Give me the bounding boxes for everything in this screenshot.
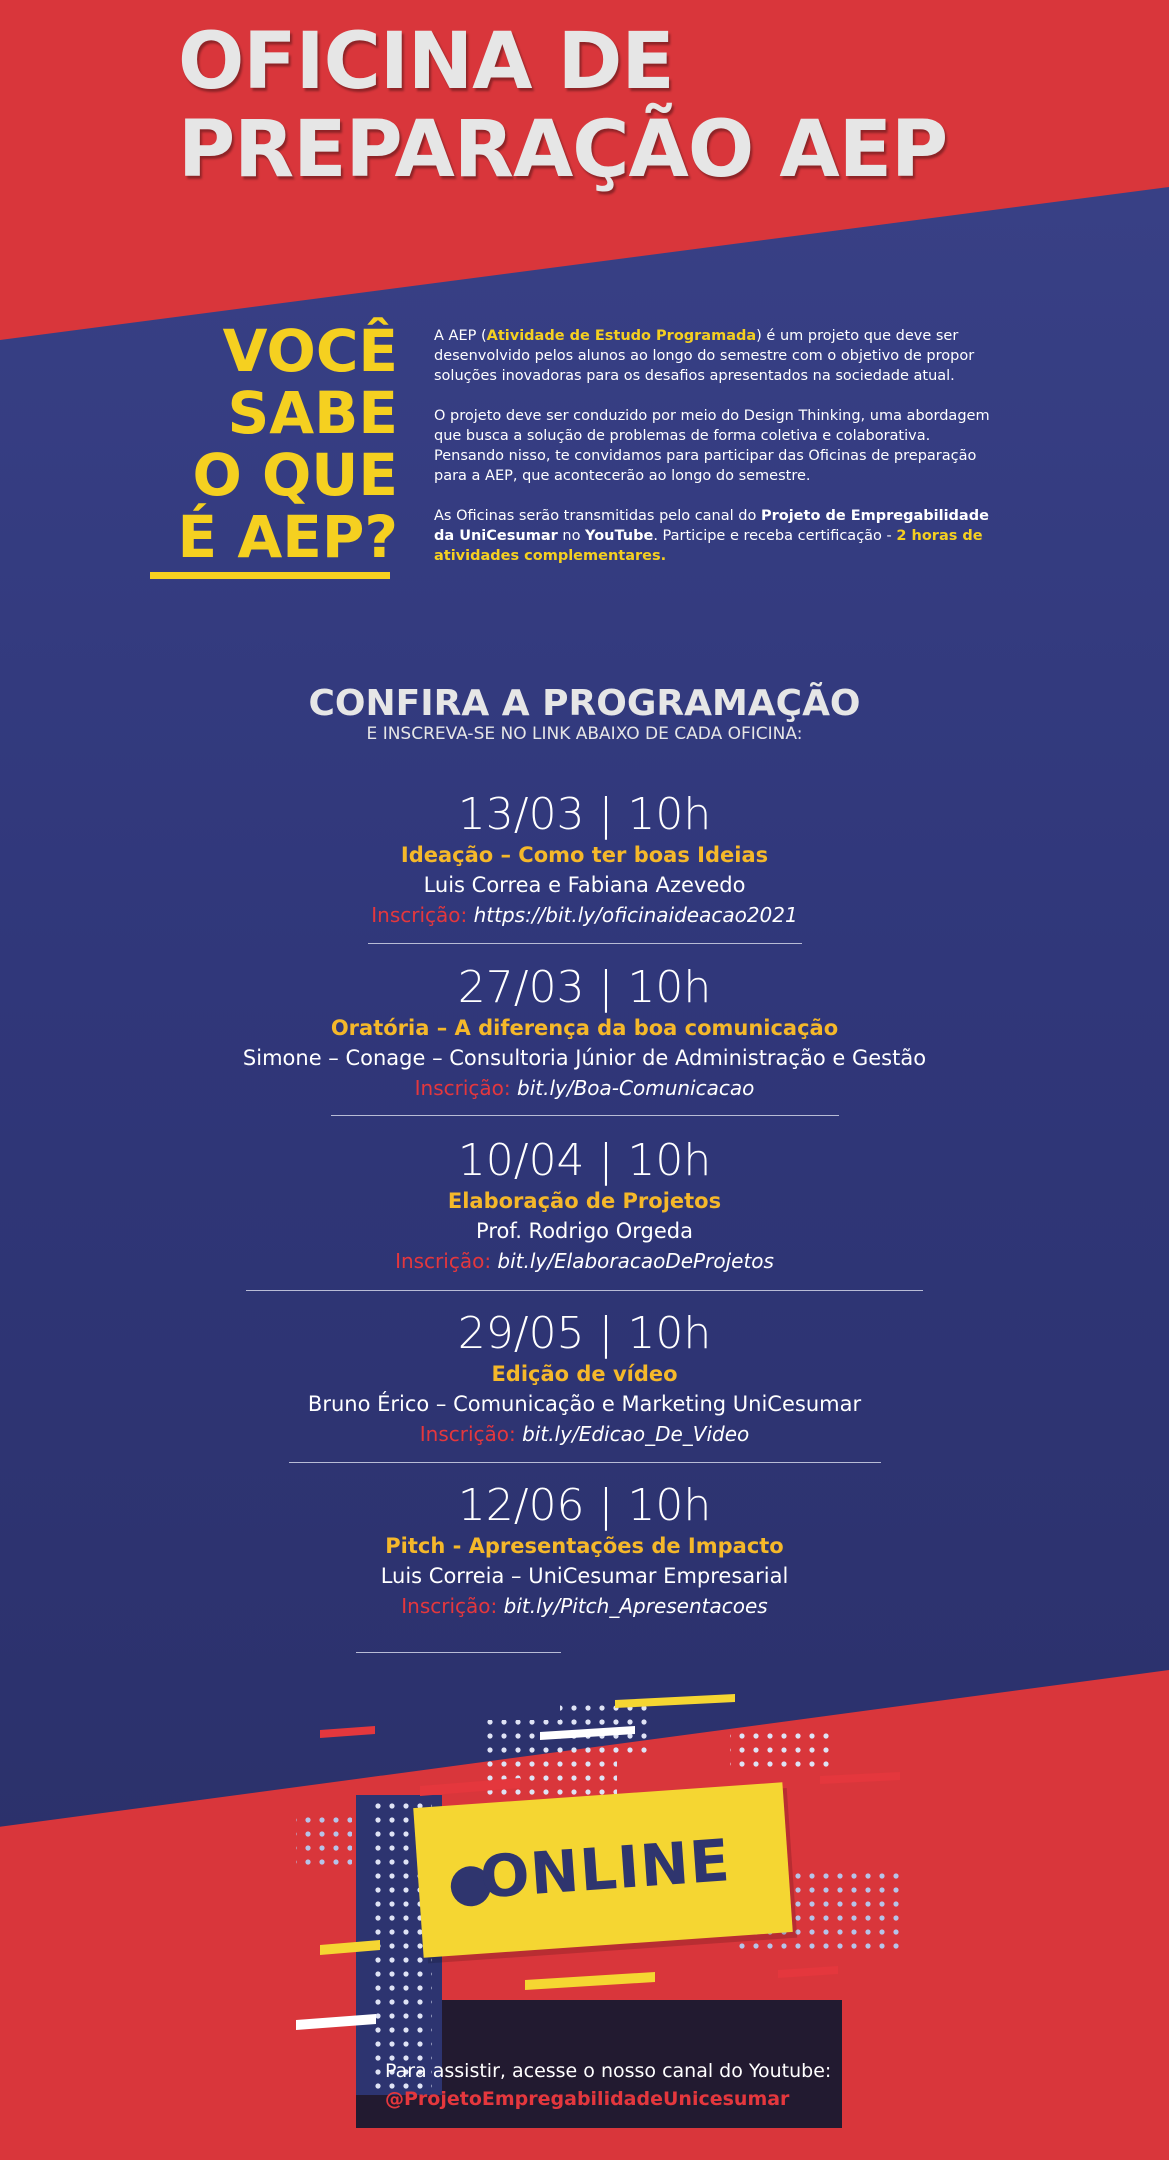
event-date: 12/06 | 10h [457, 1480, 712, 1531]
event-item [0, 963, 1169, 1103]
event-item [0, 1309, 1169, 1449]
online-label: ONLINE [477, 1826, 733, 1912]
intro-paragraph-1 [434, 326, 1004, 386]
aep-question-heading [150, 317, 398, 571]
youtube-channel-handle[interactable]: @ProjetoEmpregabilidadeUnicesumar [385, 2088, 790, 2110]
registration-label: Inscrição: [395, 1249, 492, 1273]
registration-label: Inscrição: [414, 1076, 511, 1100]
event-speaker: Prof. Rodrigo Orgeda [476, 1219, 693, 1243]
aep-definition-highlight: Atividade de Estudo Programada [486, 328, 757, 344]
event-title: Edição de vídeo [491, 1362, 678, 1386]
event-title: Ideação – Como ter boas Ideias [400, 843, 769, 867]
title-line-2: PREPARAÇÃO AEP [178, 105, 948, 195]
red-stripe [778, 1966, 838, 1978]
yellow-stripe [525, 1972, 655, 1990]
event-date: 27/03 | 10h [457, 962, 712, 1013]
intro-text [434, 326, 1004, 586]
event-date: 29/05 | 10h [457, 1308, 712, 1359]
event-divider [289, 1462, 881, 1463]
event-registration [0, 1246, 1169, 1276]
main-title [178, 18, 947, 194]
event-speaker: Luis Correia – UniCesumar Empresarial [380, 1564, 789, 1588]
registration-link[interactable]: bit.ly/Edicao_De_Video [522, 1422, 750, 1446]
red-stripe [820, 1772, 900, 1784]
registration-link[interactable]: https://bit.ly/oficinaideacao2021 [473, 903, 798, 927]
registration-link[interactable]: bit.ly/Boa-Comunicacao [517, 1076, 755, 1100]
event-item [0, 1136, 1169, 1276]
event-registration [0, 900, 1169, 930]
dot-pattern [296, 1810, 352, 1870]
intro-text-span: As Oficinas serão transmitidas pelo canal do [434, 508, 761, 524]
registration-label: Inscrição: [419, 1422, 516, 1446]
event-registration [0, 1073, 1169, 1103]
question-line: SABE [227, 379, 398, 447]
hours-highlight: 2 horas de atividades complementares. [434, 528, 983, 564]
event-registration [0, 1591, 1169, 1621]
registration-label: Inscrição: [371, 903, 468, 927]
project-name-bold: Projeto de Empregabilidade da UniCesumar [434, 508, 989, 544]
event-divider [331, 1115, 839, 1116]
event-date: 10/04 | 10h [457, 1135, 712, 1186]
intro-paragraph-2: O projeto deve ser conduzido por meio do Design Thinking, uma abordagem que busca a solução de problemas de forma coletiva e colaborativa. Pensando nisso, te convidamos para participar das Oficinas de preparação para a AEP, que acontecerão ao longo do semestre. [434, 408, 990, 484]
event-title: Elaboração de Projetos [447, 1189, 722, 1213]
event-title: Pitch - Apresentações de Impacto [385, 1534, 784, 1558]
footer-instruction: Para assistir, acesse o nosso canal do Youtube: [385, 2060, 832, 2082]
event-title: Oratória – A diferença da boa comunicação [330, 1016, 839, 1040]
intro-paragraph-3 [434, 506, 1004, 566]
event-speaker: Bruno Érico – Comunicação e Marketing UniCesumar [307, 1392, 862, 1416]
event-divider [368, 943, 802, 944]
event-speaker: Luis Correa e Fabiana Azevedo [423, 873, 746, 897]
dot-pattern [730, 1730, 830, 1775]
yellow-stripe [615, 1694, 735, 1708]
registration-link[interactable]: bit.ly/ElaboracaoDeProjetos [497, 1249, 774, 1273]
intro-text-span: . Participe e receba certificação - [653, 528, 897, 544]
event-divider [356, 1652, 561, 1653]
red-stripe [320, 1726, 375, 1738]
event-item [0, 1481, 1169, 1621]
intro-text-span: ) é um projeto que deve ser desenvolvido pelos alunos ao longo do semestre com o objetivo de propor soluções inovadoras para os desafios apresentados na sociedade atual. [434, 328, 975, 384]
event-divider [246, 1290, 923, 1291]
event-date: 13/03 | 10h [457, 789, 712, 840]
question-underline [150, 572, 390, 579]
event-item [0, 790, 1169, 930]
registration-link[interactable]: bit.ly/Pitch_Apresentacoes [503, 1594, 768, 1618]
question-line: É AEP? [177, 503, 398, 571]
registration-label: Inscrição: [401, 1594, 498, 1618]
question-line: O QUE [192, 441, 398, 509]
online-badge [413, 1782, 793, 1957]
programacao-title: CONFIRA A PROGRAMAÇÃO [308, 683, 861, 724]
event-speaker: Simone – Conage – Consultoria Júnior de Administração e Gestão [242, 1046, 927, 1070]
programacao-subtitle: E INSCREVA-SE NO LINK ABAIXO DE CADA OFICINA: [366, 724, 803, 744]
intro-text-span: A AEP ( [434, 328, 487, 344]
event-registration [0, 1419, 1169, 1449]
question-line: VOCÊ [222, 317, 398, 385]
youtube-bold: YouTube [585, 528, 654, 544]
title-line-1: OFICINA DE [178, 17, 674, 107]
intro-text-span: no [557, 528, 586, 544]
